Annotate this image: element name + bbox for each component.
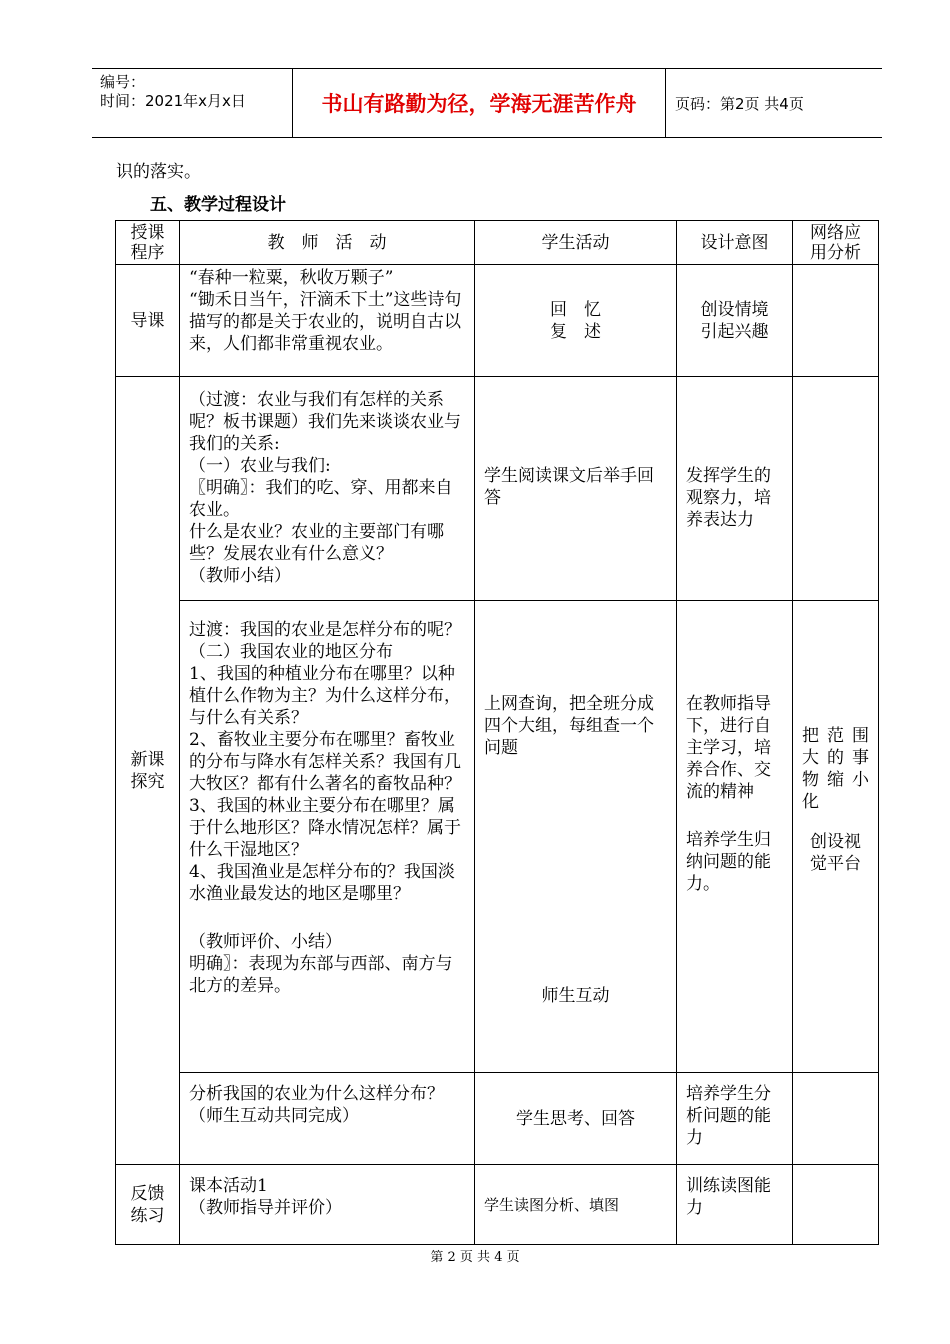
student-new-2b: 师生互动 <box>541 986 610 1006</box>
teacher-practice: 课本活动1 （教师指导并评价） <box>180 1165 475 1245</box>
preceding-text: 识的落实。 <box>116 162 201 182</box>
header-student: 学生活动 <box>475 221 677 265</box>
teacher-new-3: 分析我国的农业为什么这样分布？ （师生互动共同完成） <box>180 1073 475 1165</box>
intent-new-2b: 培养学生归纳问题的能力。 <box>686 830 771 894</box>
intent-new-2 <box>677 601 793 1073</box>
network-new-1 <box>793 377 879 601</box>
page-header <box>92 68 882 138</box>
intent-new-1: 发挥学生的观察力，培养表达力 <box>677 377 793 601</box>
header-stage: 授课 程序 <box>116 221 180 265</box>
header-network: 网络应 用分析 <box>793 221 879 265</box>
teacher-new-1: （过渡：农业与我们有怎样的关系呢？板书课题）我们先来谈谈农业与我们的关系: （一）农业与我们: 〖明确〗：我们的吃、穿、用都来自农业。 什么是农业？农业的主要部门有哪些？发展农业有什么意义？ （教师小结） <box>180 377 475 601</box>
table-row <box>116 601 879 1073</box>
teacher-new-2 <box>180 601 475 1073</box>
teacher-new-2a: 过渡：我国的农业是怎样分布的呢？ （二）我国农业的地区分布 1、我国的种植业分布在哪里？以种植什么作物为主？为什么这样分布，与什么有关系？ 2、畜牧业主要分布在哪里？畜牧业的分布与降水有怎样关系？我国有几大牧区？都有什么著名的畜牧品种？ 3、我国的林业主要分布在哪里？属于什么地形区？降水情况怎样？属于什么干湿地区？ 4、我国渔业是怎样分布的？我国淡水渔业最发达的地区是哪里？ <box>189 620 461 904</box>
table-row <box>116 1165 879 1245</box>
intent-practice: 训练读图能力 <box>677 1165 793 1245</box>
network-new-3 <box>793 1073 879 1165</box>
teaching-process-table <box>115 220 879 1245</box>
student-new-2 <box>475 601 677 1073</box>
time-label: 时间：2021年x月x日 <box>100 92 246 110</box>
network-new-2b: 创设视觉平台 <box>810 832 861 874</box>
network-practice <box>793 1165 879 1245</box>
student-intro: 回 忆 复 述 <box>475 265 677 377</box>
intent-intro: 创设情境 引起兴趣 <box>677 265 793 377</box>
stage-practice: 反馈 练习 <box>116 1165 180 1245</box>
teacher-new-2b: （教师评价、小结） 明确〗：表现为东部与西部、南方与北方的差异。 <box>189 932 453 996</box>
section-title: 五、教学过程设计 <box>150 195 286 215</box>
table-row <box>116 265 879 377</box>
teacher-intro: “春种一粒粟，秋收万颗子” “锄禾日当午，汗滴禾下土”这些诗句描写的都是关于农业的，说明自古以来，人们都非常重视农业。 <box>180 265 475 377</box>
header-teacher: 教 师 活 动 <box>180 221 475 265</box>
header-page-label: 页码：第2页 共4页 <box>675 94 804 113</box>
intent-new-3: 培养学生分析问题的能力 <box>677 1073 793 1165</box>
table-row <box>116 377 879 601</box>
page-footer: 第 2 页 共 4 页 <box>430 1250 520 1265</box>
student-new-1: 学生阅读课文后举手回答 <box>475 377 677 601</box>
network-new-2 <box>793 601 879 1073</box>
student-new-3: 学生思考、回答 <box>475 1073 677 1165</box>
header-intent: 设计意图 <box>677 221 793 265</box>
header-meta <box>92 69 292 137</box>
table-header-row <box>116 221 879 265</box>
student-new-2a: 上网查询，把全班分成四个大组，每组查一个问题 <box>484 694 654 758</box>
intent-new-2a: 在教师指导下，进行自主学习，培养合作、交流的精神 <box>686 694 771 802</box>
header-motto: 书山有路勤为径，学海无涯苦作舟 <box>292 69 666 137</box>
serial-label: 编号： <box>100 73 146 91</box>
student-practice: 学生读图分析、填图 <box>475 1165 677 1245</box>
network-new-2a: 把范围大的事物缩小化 <box>802 726 869 812</box>
table-row <box>116 1073 879 1165</box>
network-intro <box>793 265 879 377</box>
stage-new: 新课 探究 <box>116 377 180 1165</box>
stage-intro: 导课 <box>116 265 180 377</box>
